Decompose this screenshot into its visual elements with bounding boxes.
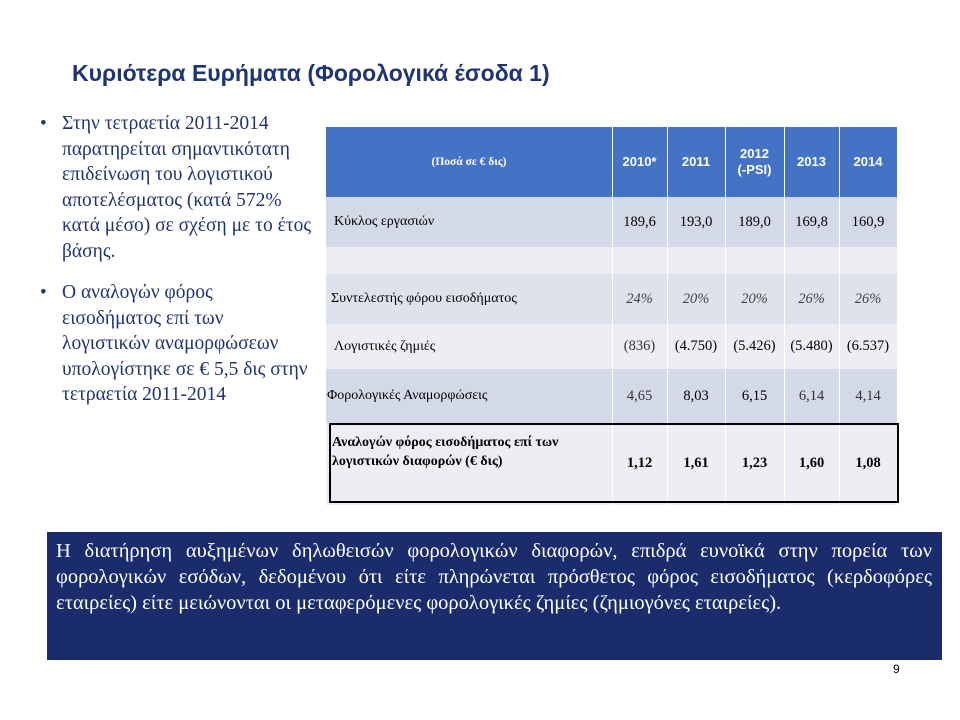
year-header: 2010* (622, 154, 657, 169)
table-cell: 169,8 (795, 213, 828, 230)
table-cell: 1,12 (626, 454, 653, 471)
table-cell: (6.537) (846, 338, 890, 354)
table-cell: 26% (798, 290, 825, 307)
table-cell: 189,6 (623, 213, 656, 230)
year-header (725, 127, 784, 197)
year-header-sub: (-PSI) (737, 162, 772, 177)
table-cell: 1,61 (683, 454, 709, 471)
table-cell: 20% (741, 290, 768, 307)
table-cell: 24% (626, 290, 653, 307)
table-cell: 1,60 (798, 454, 825, 471)
data-table (326, 127, 897, 505)
table-cell: 4,14 (855, 387, 881, 404)
page-number: 9 (893, 662, 900, 676)
table-cell: (836) (623, 338, 656, 354)
year-header-main: 2012 (740, 146, 769, 161)
header-label: (Ποσά σε € δις) (431, 156, 507, 168)
year-header: 2011 (681, 154, 711, 169)
table-cell: 6,15 (741, 387, 768, 404)
table-cell: (4.750) (674, 338, 718, 354)
row-label: Λογιστικές ζημιές (334, 338, 436, 354)
table-cell: 4,65 (626, 387, 653, 404)
bullet-text: Ο αναλογών φόρος εισοδήματος επί των λογιστικών αναμορφώσεων υπολογίστηκε σε € 5,5 δις στην τετραετία 2011-2014 (62, 282, 308, 405)
table-cell: 160,9 (851, 213, 885, 230)
table-cell: (5.480) (790, 338, 833, 354)
table-cell: 193,0 (679, 213, 713, 230)
row-label: Αναλογών φόρος εισοδήματος επί των λογιστικών διαφορών (€ δις) (332, 435, 559, 469)
conclusion-box (47, 532, 942, 660)
table-cell: 20% (682, 290, 710, 307)
bullet-item (40, 280, 315, 408)
row-label: Συντελεστής φόρου εισοδήματος (331, 291, 517, 306)
table-cell: 6,14 (798, 387, 825, 404)
table-cell: 189,0 (738, 213, 771, 230)
table-cell: 1,23 (741, 454, 768, 471)
year-header: 2014 (853, 154, 883, 169)
year-header: 2013 (797, 154, 826, 169)
table-cell: (5.426) (733, 338, 776, 354)
conclusion-text: Η διατήρηση αυξημένων δηλωθεισών φορολογικών διαφορών, επιδρά ευνοϊκά στην πορεία των φορολογικών εσόδων, δεδομένου ότι είτε πληρώνεται πρόσθετος φόρος εισοδήματος (κερδοφόρες εταιρείες) είτε μειώνονται οι μεταφερόμενες φορολογικές ζημίες (ζημιογόνες εταιρείες). (56, 540, 932, 614)
row-label: Φορολογικές Αναμορφώσεις (327, 388, 488, 403)
table-cell: 26% (854, 290, 882, 307)
table-cell: 1,08 (855, 454, 881, 471)
bullet-item (40, 111, 315, 264)
row-label: Κύκλος εργασιών (334, 214, 435, 229)
bullet-icon: • (40, 282, 47, 303)
bullet-list (40, 111, 315, 424)
bullet-text: Στην τετραετία 2011-2014 παρατηρείται σημαντικότατη επιδείνωση του λογιστικού αποτελέσματος (κατά 572% κατά μέσο) σε σχέση με το έτος βάσης. (62, 113, 312, 262)
bullet-icon: • (40, 113, 47, 134)
table-cell: 8,03 (683, 387, 709, 404)
slide-title: Κυριότερα Ευρήματα (Φορολογικά έσοδα 1) (72, 60, 550, 86)
